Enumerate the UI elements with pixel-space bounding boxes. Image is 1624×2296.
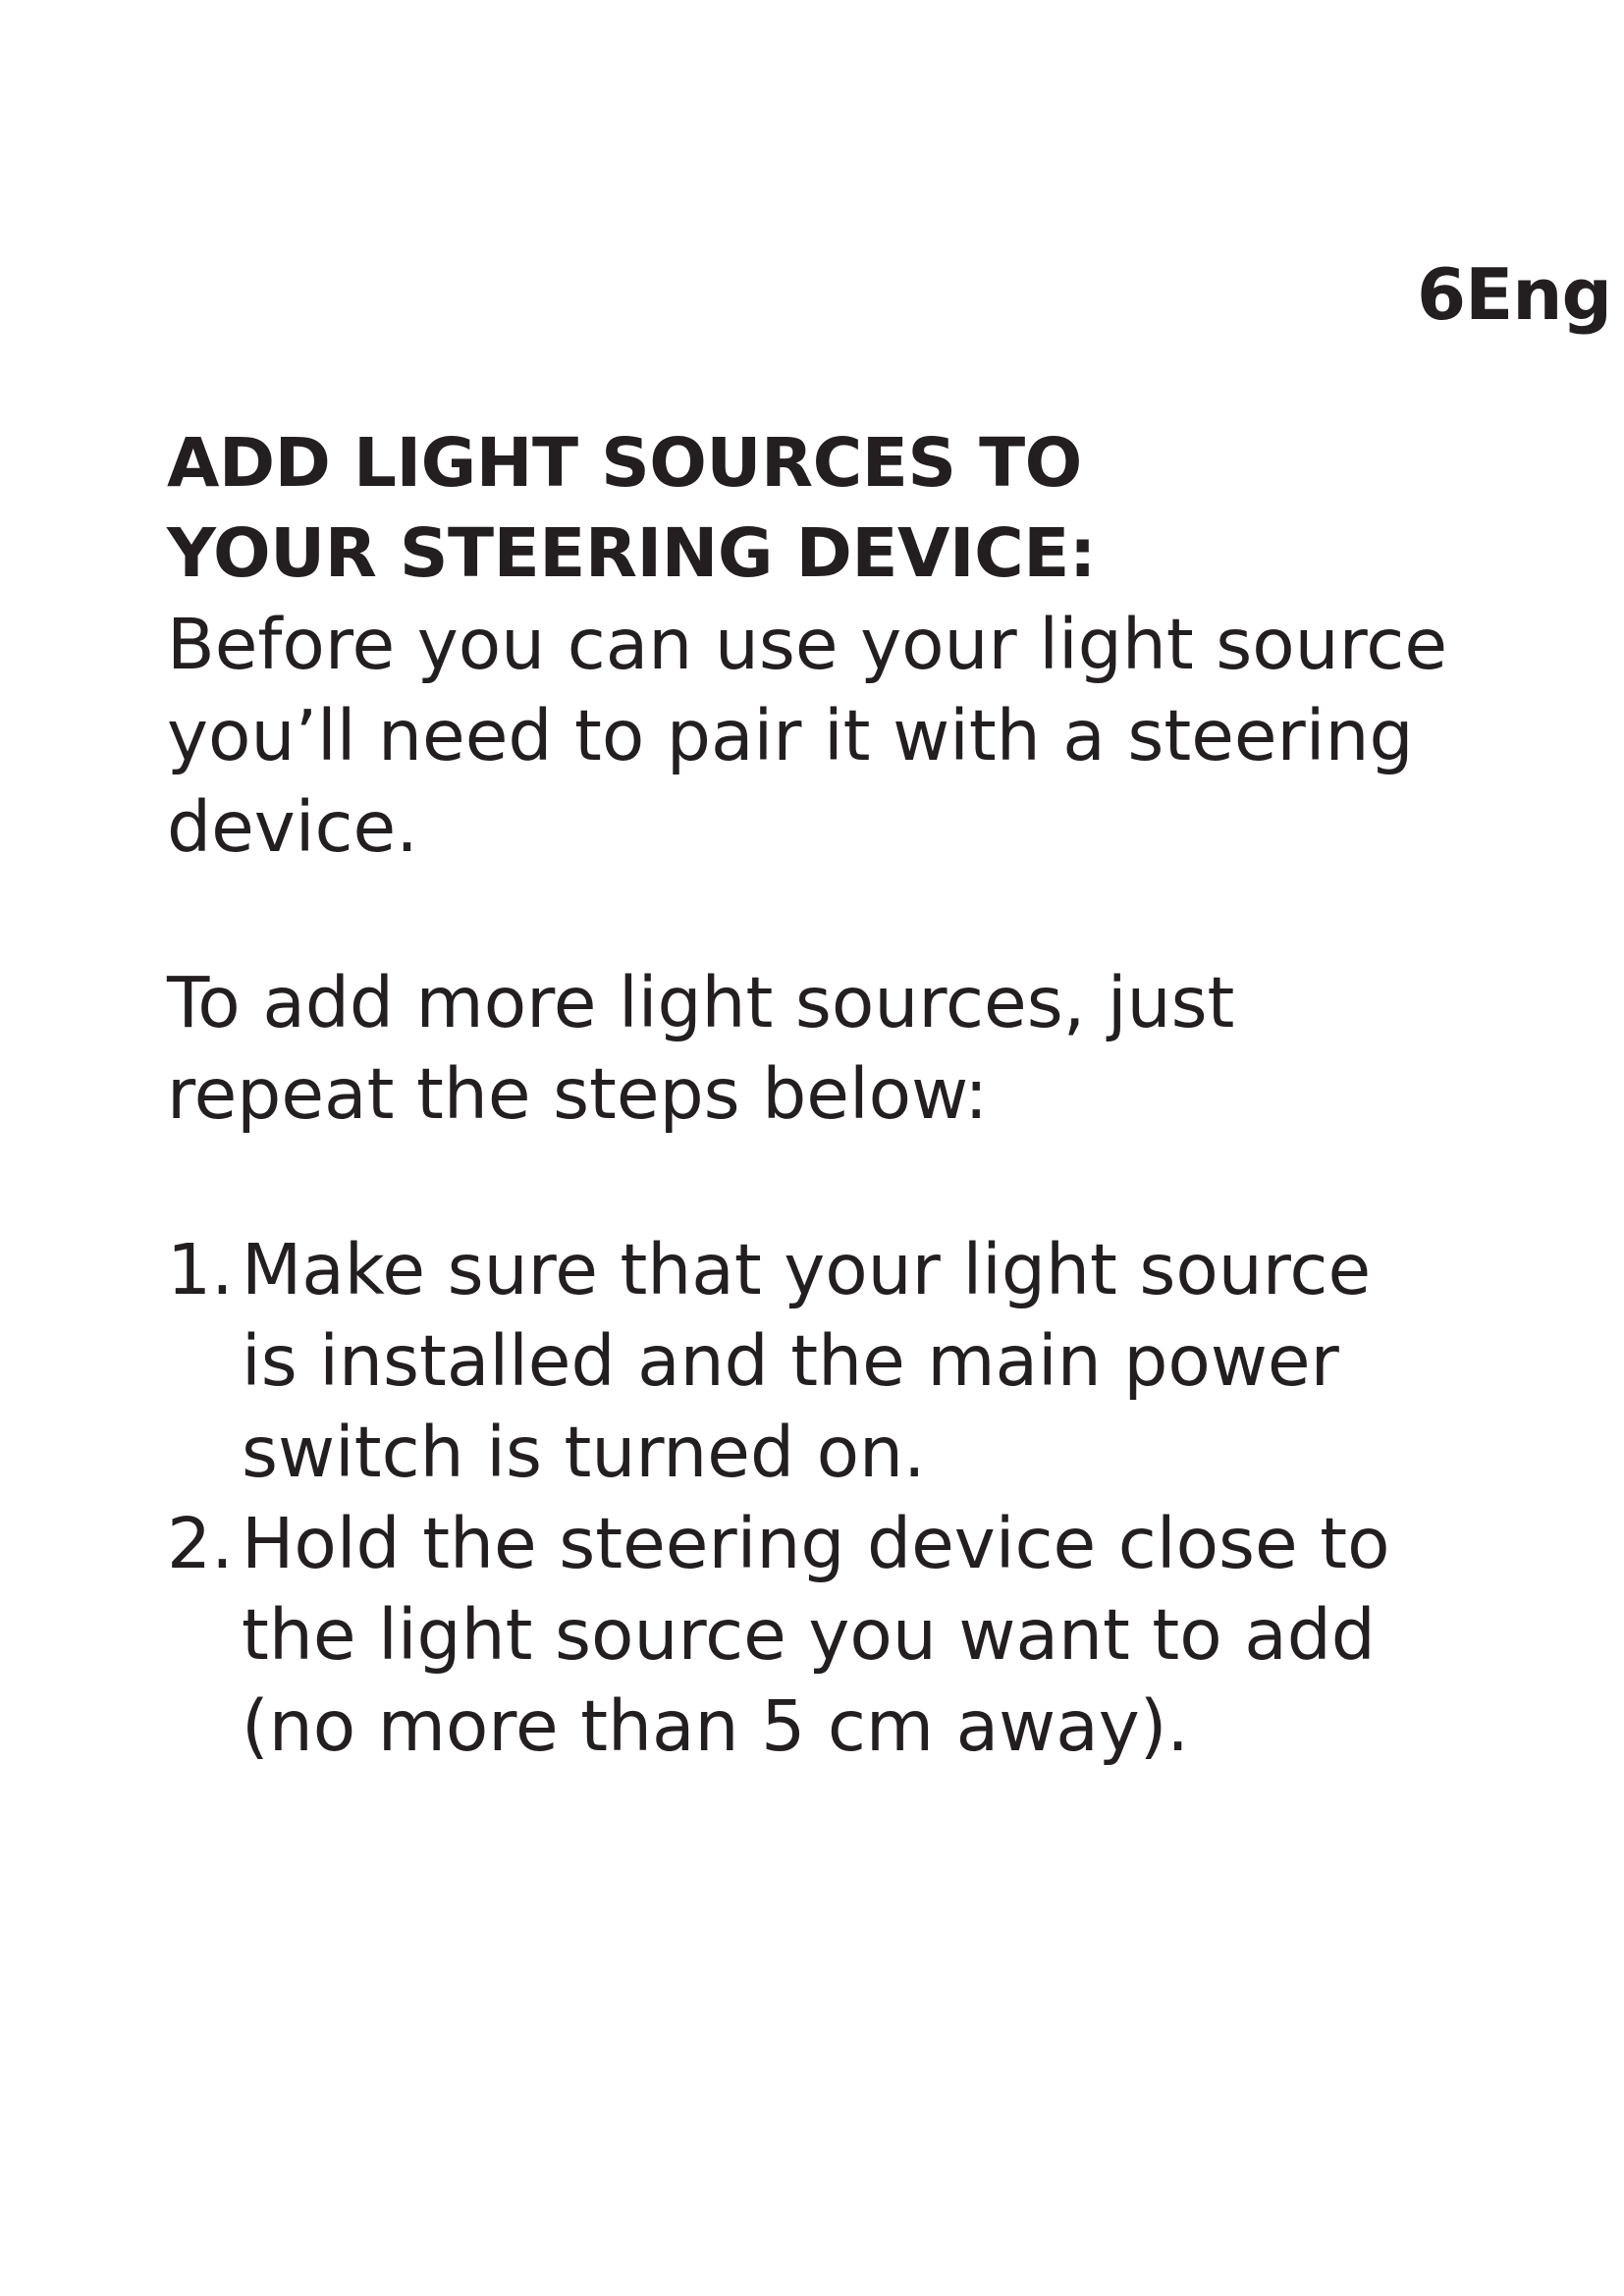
heading-line: ADD LIGHT SOURCES TO [167,424,1082,503]
step-line: the light source you want to add [242,1594,1376,1676]
steps-list [167,1224,1542,1772]
paragraph-spacer [167,873,1542,957]
heading-line: YOUR STEERING DEVICE: [167,514,1096,593]
step-number: 2. [167,1503,234,1584]
step-line: switch is turned on. [242,1412,926,1493]
step-line: (no more than 5 cm away). [242,1685,1189,1767]
step-line: Hold the steering device close to [242,1503,1390,1584]
intro-line: you’ll need to pair it with a steering [167,695,1414,776]
paragraph-spacer [167,1140,1542,1224]
repeat-line: repeat the steps below: [167,1053,989,1135]
step-item [167,1224,1542,1498]
step-number: 1. [167,1229,234,1310]
repeat-line: To add more light sources, just [167,962,1235,1043]
section-heading [167,418,1542,599]
repeat-paragraph [167,957,1542,1140]
intro-paragraph [167,599,1542,873]
intro-line: Before you can use your light source [167,604,1448,685]
intro-line: device. [167,786,418,868]
step-line: is installed and the main power [242,1320,1339,1402]
instructions-section [167,418,1542,1772]
step-item [167,1498,1542,1772]
page-number-label: 6Eng [1417,253,1612,336]
step-line: Make sure that your light source [242,1229,1372,1310]
